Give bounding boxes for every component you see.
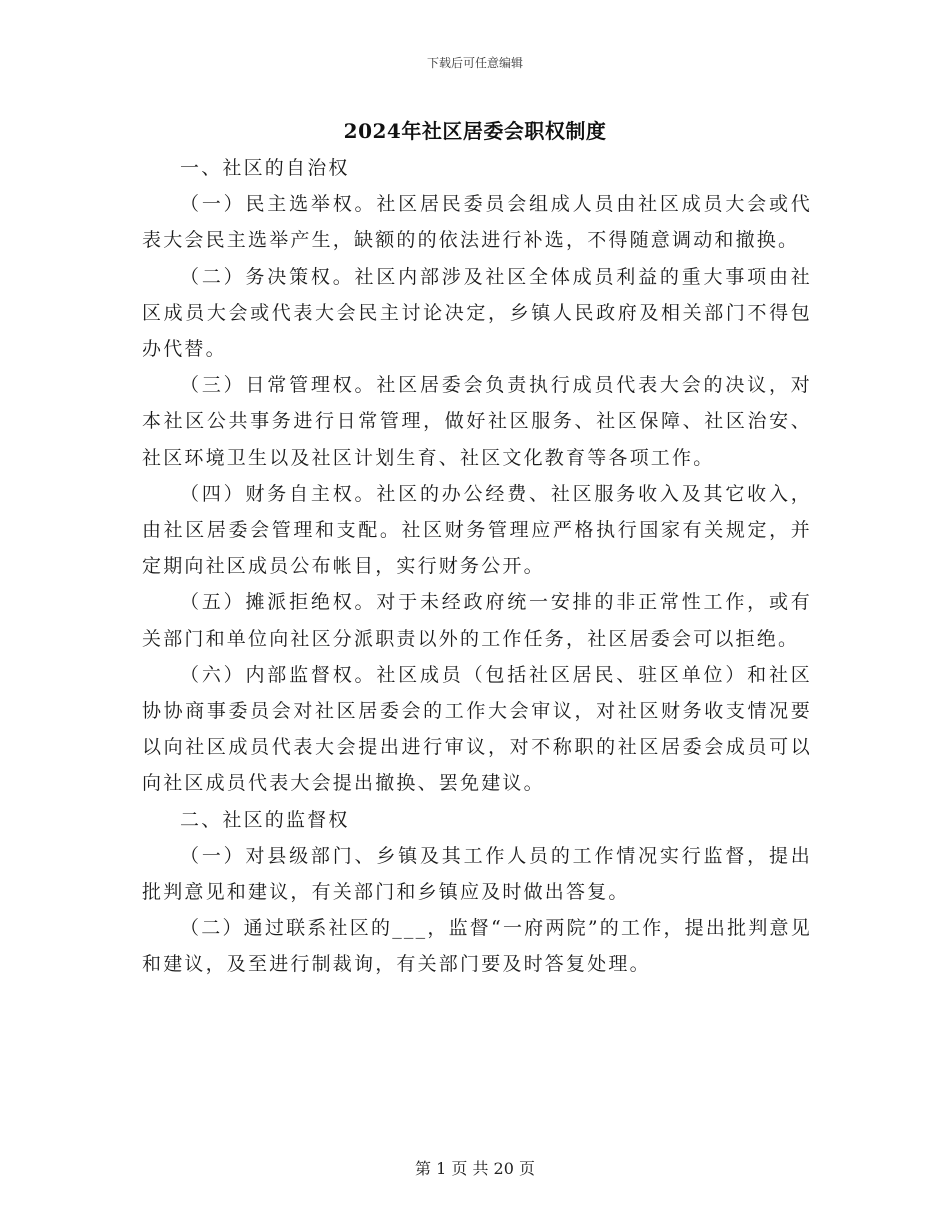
section-heading: 二、社区的监督权	[180, 808, 350, 831]
paragraph: （四）财务自主权。社区的办公经费、社区服务收入及其它收入，由社区居委会管理和支配。社区财务管理应严格执行国家有关规定，并定期向社区成员公布帐目，实行财务公开。	[142, 482, 812, 578]
document-body	[142, 150, 812, 983]
header-note: 下载后可任意编辑	[426, 56, 523, 70]
document-title: 2024年社区居委会职权制度	[343, 119, 607, 143]
section-heading: 一、社区的自治权	[180, 157, 350, 179]
paragraph: （一）对县级部门、乡镇及其工作人员的工作情况实行监督，提出批判意见和建议，有关部门和乡镇应及时做出答复。	[142, 844, 812, 904]
paragraph: （二）务决策权。社区内部涉及社区全体成员利益的重大事项由社区成员大会或代表大会民主讨论决定，乡镇人民政府及相关部门不得包办代替。	[142, 265, 812, 361]
paragraph: （五）摊派拒绝权。对于未经政府统一安排的非正常性工作，或有关部门和单位向社区分派职责以外的工作任务，社区居委会可以拒绝。	[142, 591, 812, 650]
paragraph: （一）民主选举权。社区居民委员会组成人员由社区成员大会或代表大会民主选举产生，缺额的的依法进行补选，不得随意调动和撤换。	[142, 193, 812, 252]
paragraph: （六）内部监督权。社区成员（包括社区居民、驻区单位）和社区协协商事委员会对社区居委会的工作大会审议，对社区财务收支情况要以向社区成员代表大会提出进行审议，对不称职的社区居委会成员可以向社区成员代表大会提出撤换、罢免建议。	[142, 663, 812, 795]
page-number: 第 1 页 共 20 页	[415, 1159, 535, 1178]
paragraph: （二）通过联系社区的___，监督“一府两院”的工作，提出批判意见和建议，及至进行制裁询，有关部门要及时答复处理。	[142, 917, 812, 976]
paragraph: （三）日常管理权。社区居委会负责执行成员代表大会的决议，对本社区公共事务进行日常管理，做好社区服务、社区保障、社区治安、社区环境卫生以及社区计划生育、社区文化教育等各项工作。	[142, 374, 812, 469]
